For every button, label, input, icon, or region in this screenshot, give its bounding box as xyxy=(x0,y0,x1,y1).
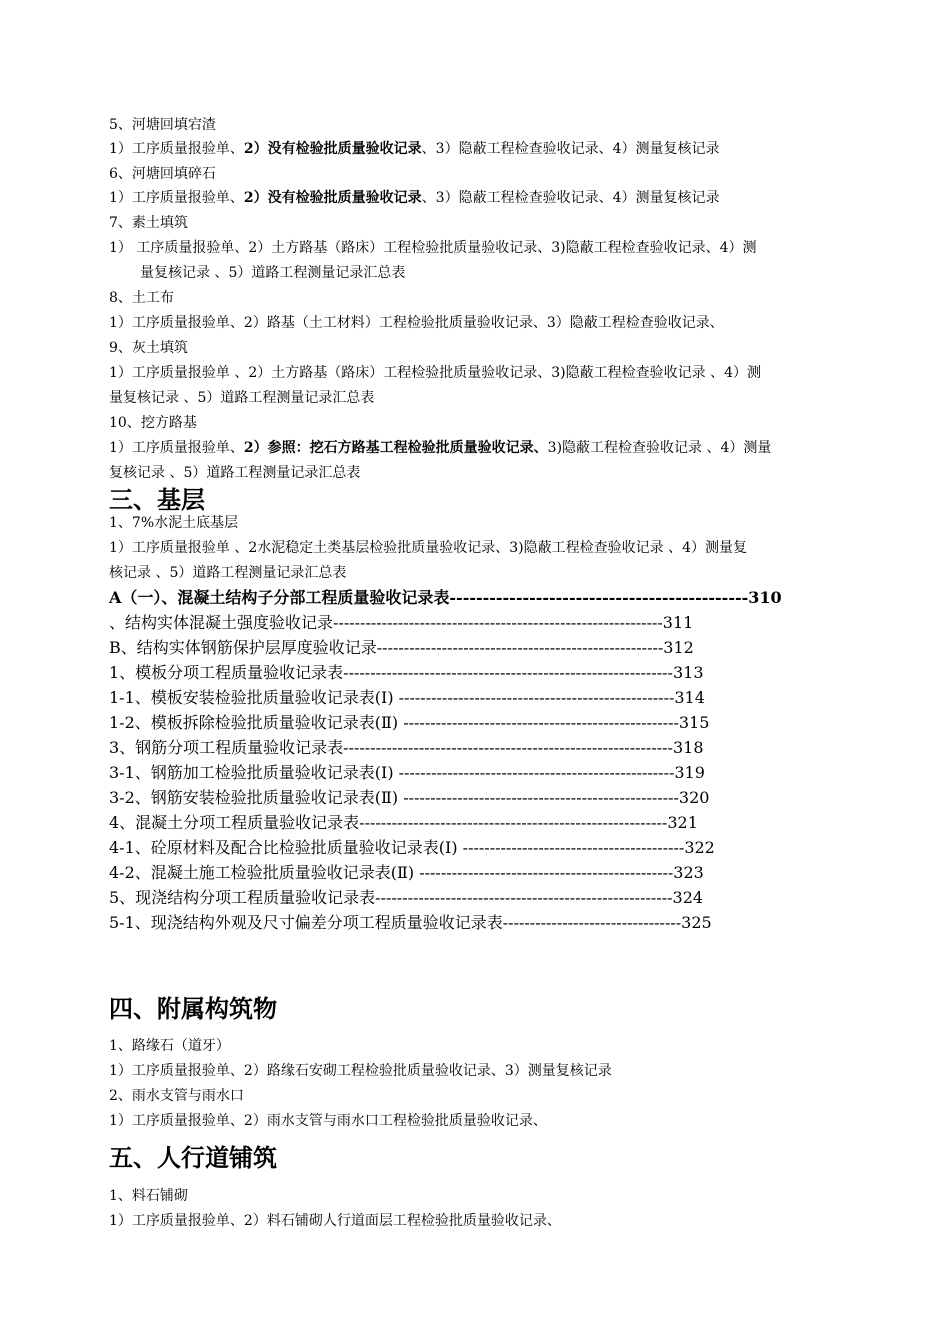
base-item-1-records-line2: 核记录 、5）道路工程测量记录汇总表 xyxy=(109,565,347,581)
toc-entry: 3、钢筋分项工程质量验收记录表-------------------------------------------------------------318 xyxy=(109,738,704,757)
item-7-records-line2: 量复核记录 、5）道路工程测量记录汇总表 xyxy=(140,265,406,281)
sidewalk-item-1-records: 1）工序质量报验单、2）料石铺砌人行道面层工程检验批质量验收记录、 xyxy=(109,1213,561,1229)
ancillary-item-1-title: 1、路缘石（道牙） xyxy=(109,1038,230,1054)
toc-entry: A（一）、混凝土结构子分部工程质量验收记录表---------------------------------------------310 xyxy=(109,588,782,607)
item-10-records-line2: 复核记录 、5）道路工程测量记录汇总表 xyxy=(109,465,361,481)
toc-entry: 5、现浇结构分项工程质量验收记录表-------------------------------------------------------324 xyxy=(109,888,704,907)
item-9-title: 9、灰土填筑 xyxy=(109,340,188,356)
toc-entry: 3-1、钢筋加工检验批质量验收记录表(Ⅰ) ---------------------------------------------------319 xyxy=(109,763,705,782)
toc-entry: B、结构实体钢筋保护层厚度验收记录-----------------------------------------------------312 xyxy=(109,638,694,657)
ancillary-item-1-records: 1）工序质量报验单、2）路缘石安砌工程检验批质量验收记录、3）测量复核记录 xyxy=(109,1063,612,1079)
toc-entry: 4、混凝土分项工程质量验收记录表---------------------------------------------------------321 xyxy=(109,813,698,832)
ancillary-item-2-title: 2、雨水支管与雨水口 xyxy=(109,1088,244,1104)
item-9-records-line2: 量复核记录 、5）道路工程测量记录汇总表 xyxy=(109,390,375,406)
toc-entry: 5-1、现浇结构外观及尺寸偏差分项工程质量验收记录表---------------------------------325 xyxy=(109,913,712,932)
item-6-records: 1）工序质量报验单、2）没有检验批质量验收记录、3）隐蔽工程检查验收记录、4）测量复核记录 xyxy=(109,190,720,206)
item-10-title: 10、挖方路基 xyxy=(109,415,197,431)
item-10-records-line1: 1）工序质量报验单、2）参照：挖石方路基工程检验批质量验收记录、3)隐蔽工程检查验收记录 、4）测量 xyxy=(109,440,772,456)
base-item-1-records-line1: 1）工序质量报验单 、2水泥稳定土类基层检验批质量验收记录、3)隐蔽工程检查验收记录 、4）测量复 xyxy=(109,540,747,556)
toc-entry: 1-1、模板安装检验批质量验收记录表(Ⅰ) ---------------------------------------------------314 xyxy=(109,688,705,707)
item-7-title: 7、素土填筑 xyxy=(109,215,188,231)
toc-entry: 4-1、砼原材料及配合比检验批质量验收记录表(Ⅰ) -----------------------------------------322 xyxy=(109,838,715,857)
item-5-title: 5、河塘回填宕渣 xyxy=(109,117,216,133)
item-5-records: 1）工序质量报验单、2）没有检验批质量验收记录、3）隐蔽工程检查验收记录、4）测量复核记录 xyxy=(109,141,720,157)
section-3-heading: 三、基层 xyxy=(109,485,205,514)
toc-entry: 4-2、混凝土施工检验批质量验收记录表(Ⅱ) -----------------------------------------------323 xyxy=(109,863,704,882)
base-item-1-title: 1、7%水泥土底基层 xyxy=(109,515,239,531)
toc-entry: 1、模板分项工程质量验收记录表-------------------------------------------------------------313 xyxy=(109,663,704,682)
section-5-heading: 五、人行道铺筑 xyxy=(109,1143,277,1172)
toc-entry: 1-2、模板拆除检验批质量验收记录表(Ⅱ) ---------------------------------------------------315 xyxy=(109,713,710,732)
item-9-records-line1: 1）工序质量报验单 、2）土方路基（路床）工程检验批质量验收记录、3)隐蔽工程检查验收记录 、4）测 xyxy=(109,365,761,381)
item-8-records: 1）工序质量报验单、2）路基（土工材料）工程检验批质量验收记录、3）隐蔽工程检查验收记录、 xyxy=(109,315,724,331)
toc-entry: 3-2、钢筋安装检验批质量验收记录表(Ⅱ) ---------------------------------------------------320 xyxy=(109,788,710,807)
item-6-title: 6、河塘回填碎石 xyxy=(109,166,216,182)
item-8-title: 8、土工布 xyxy=(109,290,174,306)
toc-entry: 、结构实体混凝土强度验收记录-------------------------------------------------------------311 xyxy=(109,613,694,632)
section-4-heading: 四、附属构筑物 xyxy=(109,994,277,1023)
ancillary-item-2-records: 1）工序质量报验单、2）雨水支管与雨水口工程检验批质量验收记录、 xyxy=(109,1113,547,1129)
sidewalk-item-1-title: 1、料石铺砌 xyxy=(109,1188,188,1204)
item-7-records-line1: 1） 工序质量报验单、2）土方路基（路床）工程检验批质量验收记录、3)隐蔽工程检查验收记录、4）测 xyxy=(109,240,757,256)
